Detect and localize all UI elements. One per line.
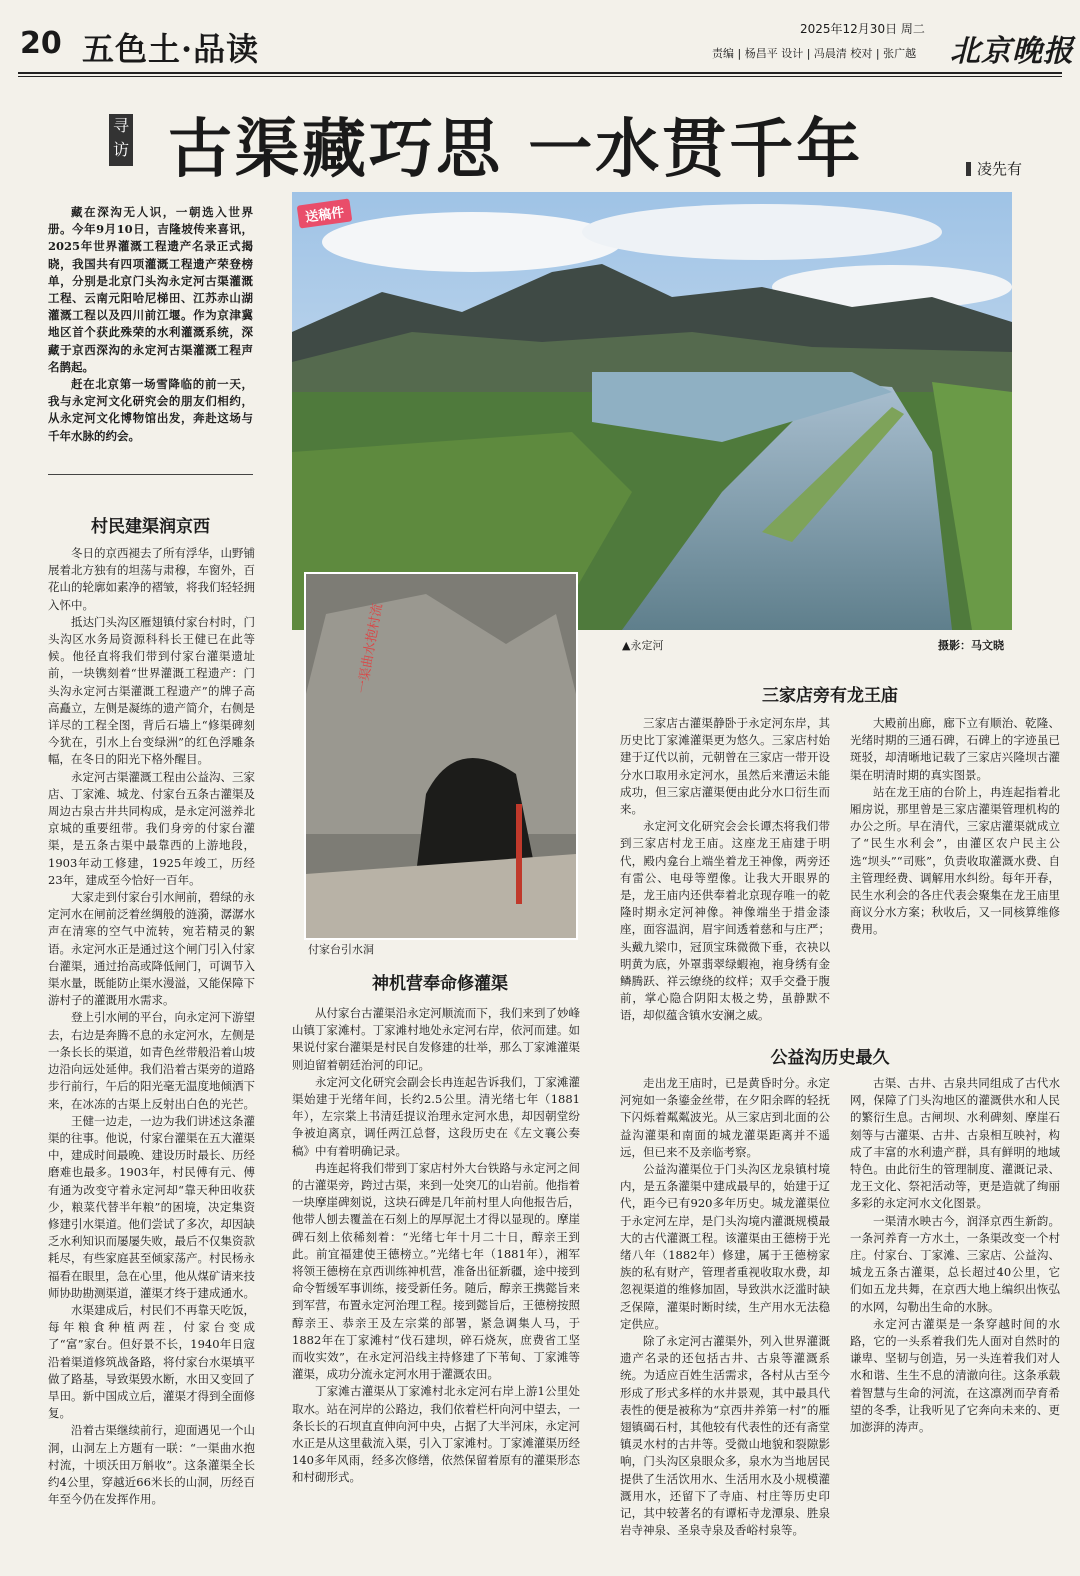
paragraph: 三家店古灌渠静卧于永定河东岸，其历史比丁家滩灌渠更为悠久。三家店村始建于辽代以前，元朝曾在三家店一带开设分水口取用永定河水，虽然后来漕运未能成功，但三家店灌渠便由此分水口衍生而来。 (620, 716, 830, 817)
paragraph: 大家走到付家台引水闸前，碧绿的永定河水在闸前泛着丝绸般的涟漪，潺潺水声在清寒的空气中流转，宛若精灵的絮语。永定河水正是通过这个闸门引入付家台灌渠，通过抬高或降低闸门，可调节入渠水量，既能防止渠水漫溢，又能保障下游村子的灌溉用水需求。 (48, 890, 255, 1008)
paragraph: 登上引水闸的平台，向永定河下游望去，右边是奔腾不息的永定河水，左侧是一条长长的渠道，如青色丝带般沿着山坡边沿向远处延伸。我们沿着古渠旁的道路步行前行，午后的阳光毫无温度地倾洒下来，在冰冻的古渠上反射出白色的光芒。 (48, 1010, 255, 1111)
paragraph: 除了永定河古灌渠外，列入世界灌溉遗产名录的还包括古井、古泉等灌溉系统。为适应百姓生活需求，各村从古至今形成了形式多样的水井景观，其中最具代表性的便是被称为“京西井养第一村”的雁翅镇碣石村，其他较有代表性的还有斋堂镇灵水村的古井等。受微山地貌和裂隙影响，门头沟区泉眼众多，泉水为当地居民提供了生活饮用水、生活用水及小规模灌溉用水，还留下了寺庙、村庄等历史印记，其中较著名的有谭柘寺龙潭泉、胜泉岩寺神泉、圣泉寺泉及香峪村泉等。 (620, 1334, 830, 1538)
author-byline: 凌先有 (966, 158, 1022, 179)
tunnel-image (306, 574, 576, 938)
paragraph: 丁家滩古灌渠从丁家滩村北永定河右岸上游1公里处取水。站在河岸的公路边，我们依着栏杆向河中望去，一条长长的石坝直直伸向河中央，占据了大半河床，永定河水正是从这里截流入渠，引入丁家滩村。丁家滩灌渠历经140多年风雨，经多次修缮，依然保留着原有的灌渠形态和村砌形式。 (292, 1384, 580, 1485)
paragraph: 沿着古渠继续前行，迎面遇见一个山洞，山洞左上方题有一联：“一渠曲水抱村流，十顷沃田万斛收”。这条灌渠全长约4公里，穿越近66米长的山洞，历经百年至今仍在发挥作用。 (48, 1423, 255, 1507)
masthead-rule (18, 72, 1062, 74)
paragraph: 永定河文化研究会会长谭杰将我们带到三家店村龙王庙。这座龙王庙建于明代，殿内龛台上端坐着龙王神像，两旁还有雷公、电母等塑像。让我大开眼界的是，龙王庙内还供奉着北京现存唯一的乾隆时期永定河神像。神像端坐于措金漆座，面容温润，眉宇间透着慈和与庄严；头戴九梁巾，冠顶宝珠微微下垂，衣袂以明黄为底，外罩翡翠绿蝦袍，袍身绣有金鳞腾跃、祥云缭绕的纹样；双手交叠于腹前，掌心隐合阴阳太极之势，虽静默不语，却似蕴含镇水安澜之威。 (620, 819, 830, 1023)
river-landscape-image (292, 192, 1012, 630)
editor-credits: 责编 | 杨昌平 设计 | 冯晨清 校对 | 张广越 (712, 47, 917, 60)
section-heading: 三家店旁有龙王庙 (762, 686, 898, 706)
section-body (292, 1005, 580, 1487)
page-number: 20 (20, 26, 62, 61)
paragraph: 走出龙王庙时，已是黄昏时分。永定河宛如一条鎏金丝带，在夕阳余晖的轻抚下闪烁着粼粼波光。从三家店到北面的公益沟灌渠和南面的城龙灌渠距离并不遥远，但已来不及亲临考察。 (620, 1076, 830, 1159)
section-heading: 公益沟历史最久 (770, 1048, 890, 1068)
section-body-left (620, 715, 830, 1025)
section-title: 五色土·品读 (82, 30, 260, 68)
paragraph: 冉连起将我们带到丁家店村外大台铁路与永定河之间的古灌渠旁，跨过古渠，来到一处突兀的山岩前。他指着一块摩崖碑刻说，这块石碑是几年前村里人向他报告后，他带人刨去覆盖在石刻上的厚厚泥土才得以显现的。摩崖碑石刻上依稀刻着：“光绪七年十月二十日，醇亲王到此。前宜福建使王德榜立。”光绪七年（1881年），湘军将领王德榜在京西训练神机营，准备出征新疆，途中接到命令暂缓军事训练，接受新任务。随后，醇亲王携懿旨来到军营，布置永定河治理工程。接到懿旨后，王德榜按照醇亲王、恭亲王及左宗棠的部署，紧急调集人马，于1882年在丁家滩村“伐石建坝，碎石烧灰，庶费省工坚而收实效”，在永定河沿线主持修建了下苇甸、丁家滩等灌渠，成功分流永定河水用于灌溉农田。 (292, 1160, 580, 1382)
section-heading: 神机营奉命修灌渠 (372, 974, 508, 994)
lead-paragraph: 藏在深沟无人识，一朝选入世界册。今年9月10日，吉隆坡传来喜讯，2025年世界灌溉工程遗产名录正式揭晓，我国共有四项灌溉工程遗产荣登榜单，分别是北京门头沟永定河古渠灌溉工程、云南元阳哈尼梯田、江苏赤山湖灌溉工程以及四川前江堰。作为京津冀地区首个获此殊荣的水利灌溉系统，深藏于京西深沟的永定河古渠灌溉工程声名鹊起。 (48, 205, 253, 374)
masthead (0, 0, 1080, 78)
submission-stamp: 送稿件 (297, 198, 353, 228)
newspaper-logo: 北京晚报 (950, 34, 1074, 69)
lead-paragraph: 赶在北京第一场雪降临的前一天，我与永定河文化研究会的朋友们相约，从永定河文化博物馆出发，奔赴这场与千年水脉的约会。 (48, 377, 253, 443)
column-tag: 寻访 (109, 114, 133, 166)
paragraph: 冬日的京西褪去了所有浮华，山野铺展着北方独有的坦荡与肃穆，车窗外，百花山的轮廓如素净的褶皱，将我们轻轻拥入怀中。 (48, 546, 255, 612)
main-photo (292, 192, 1012, 630)
dateline: 2025年12月30日 周二 (800, 22, 925, 36)
section-body-right (850, 715, 1060, 939)
tunnel-photo (304, 572, 578, 940)
lead-divider (48, 474, 253, 475)
paragraph: 一渠清水映古今，润泽京西生新韵。一条河养育一方水土，一条渠改变一个村庄。付家台、丁家滩、三家店、公益沟、城龙五条古灌渠，总长超过40公里，它们如五龙共舞，在京西大地上编织出恢弘的水网，勾勒出生命的水脉。 (850, 1213, 1060, 1314)
paragraph: 大殿前出廊，廊下立有顺治、乾隆、光绪时期的三通石碑，石碑上的字迹虽已斑驳，却清晰地记载了三家店兴隆坝古灌渠在明清时期的真实图景。 (850, 716, 1060, 782)
paragraph: 从付家台古灌渠沿永定河顺流而下，我们来到了妙峰山镇丁家滩村。丁家滩村地处永定河右岸，依河而建。如果说付家台灌渠是村民自发修建的壮举，那么丁家滩灌渠则迫留着朝廷治河的印记。 (292, 1006, 580, 1072)
tunnel-photo-caption: 付家台引水洞 (308, 943, 374, 956)
paragraph: 公益沟灌渠位于门头沟区龙泉镇村境内，是五条灌渠中建成最早的，始建于辽代，距今已有920多年历史。城龙灌渠位于永定河左岸，是门头沟境内灌溉规模最大的古代灌溉工程。该灌渠由王德榜于光绪八年（1882年）修建，属于王德榜家族的私有财产，管理者重视收取水费，却忽视渠道的维修加固，导致洪水泛滥时缺乏保障，灌渠时断时续，生产用水无法稳定供应。 (620, 1162, 830, 1331)
svg-text:一渠曲水抱村流: 一渠曲水抱村流 (355, 602, 386, 695)
section-body (48, 545, 255, 1508)
headline: 古渠藏巧思 一水贯千年 (168, 112, 864, 187)
section-heading: 村民建渠润京西 (91, 517, 210, 537)
section-body-left (620, 1075, 830, 1539)
paragraph: 王健一边走，一边为我们讲述这条灌渠的往事。他说，付家台灌渠在五大灌渠中，建成时间最晚、建设历时最长、历经磨难也最多。1903年，村民傅有元、傅有通为改变守着永定河却“靠天种田收获少，粮菜代替半年粮”的困境，决定集资修建引水渠道。他们尝试了多次，却因缺乏水利知识而屡屡失败，最后不仅集资款耗尽，有些家庭甚至倾家荡产。村民杨永福看在眼里，急在心里，他从煤矿请来技师协助勘测渠道，灌渠才终于建成通水。 (48, 1113, 255, 1300)
paragraph: 站在龙王庙的台阶上，冉连起指着北厢房说，那里曾是三家店灌渠管理机构的办公之所。早在清代，三家店灌渠就成立了“民生水利会”，由灌区农户民主公选“坝头”“司账”，负责收取灌溉水费、自主管理经费、调解用水纠纷。每年开春，民生水利会的各庄代表会聚集在龙王庙里商议分水方案；秋收后，又一同核算维修费用。 (850, 784, 1060, 937)
lead-paragraphs (48, 204, 253, 445)
masthead-rule-thin (18, 76, 1062, 77)
main-photo-caption: ▲永定河 (622, 639, 664, 652)
paragraph: 永定河文化研究会副会长冉连起告诉我们，丁家滩灌渠始建于光绪年间，长约2.5公里。清光绪七年（1881年），左宗棠上书清廷提议治理永定河水患，却因朝堂纷争被迫离京，调任两江总督，这段历史在《左文襄公奏稿》中有着明确记录。 (292, 1074, 580, 1158)
paragraph: 古渠、古井、古泉共同组成了古代水网，保障了门头沟地区的灌溉供水和人民的繁衍生息。古闸坝、水利碑刻、摩崖石刻等与古灌渠、古井、古泉相互映衬，构成了丰富的水利遗产群，具有鲜明的地域特色。由此衍生的管理制度、灌溉记录、龙王文化、祭祀活动等，更是造就了绚丽多彩的永定河水文化图景。 (850, 1076, 1060, 1211)
paragraph: 抵达门头沟区雁翅镇付家台村时，门头沟区水务局资源科科长王健已在此等候。他径直将我们带到付家台灌渠遗址前，一块镌刻着“世界灌溉工程遗产：门头沟永定河古渠灌溉工程遗产”的牌子高高矗立，左侧是凝练的遗产简介，右侧是详尽的工程全图，背后石墙上“修渠碑刻今犹在，引水上台变绿洲”的红色浮雕条幅，在冬日的阳光下格外醒目。 (48, 614, 255, 767)
paragraph: 永定河古灌渠是一条穿越时间的水路，它的一头系着我们先人面对自然时的谦卑、坚韧与创造，另一头连着我们对人水和谐、生生不息的清澈向往。这条承载着智慧与生命的河流，在这凛冽而孕育希望的冬季，让我听见了它奔向未来的、更加澎湃的涛声。 (850, 1316, 1060, 1435)
section-body-right (850, 1075, 1060, 1436)
photo-credit: 摄影：马文晓 (938, 639, 1004, 652)
paragraph: 水渠建成后，村民们不再靠天吃饭，每年粮食种植两茬，付家台变成了“富”家台。但好景不长，1940年日寇沿着渠道修筑战备路，将付家台水渠填平做了路基，导致渠毁水断，水田又变回了旱田。新中国成立后，灌渠才得到全面修复。 (48, 1302, 255, 1421)
paragraph: 永定河古渠灌溉工程由公益沟、三家店、丁家滩、城龙、付家台五条古灌渠及周边古泉古井共同构成，是永定河滋养北京城的重要纽带。我们身旁的付家台灌渠，是五条古渠中最靠西的上游地段，1903年动工修建，1925年竣工，历经23年，建成至今恰好一百年。 (48, 769, 255, 887)
